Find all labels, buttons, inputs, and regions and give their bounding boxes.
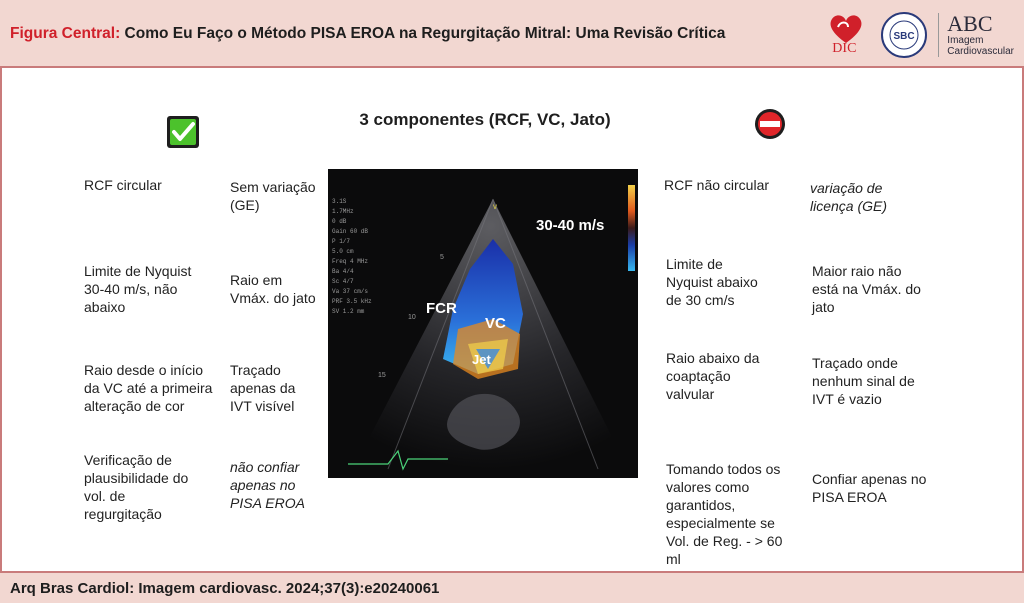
- left-row2-b: Raio em Vmáx. do jato: [230, 272, 316, 306]
- left-row1-b: Sem variação (GE): [230, 179, 316, 213]
- right-row3-b: Traçado onde nenhum sinal de IVT é vazio: [812, 355, 915, 407]
- abc-logo-sub2: Cardiovascular: [947, 46, 1014, 57]
- depth-mark-10: 10: [408, 314, 416, 321]
- echo-param: SV 1.2 mm: [332, 308, 365, 315]
- echo-param: Va 37 cm/s: [332, 288, 369, 295]
- sbc-logo: [880, 11, 928, 59]
- left-row3-b: Traçado apenas da IVT visível: [230, 362, 296, 414]
- abc-logo-main: ABC: [947, 11, 993, 36]
- color-velocity-scale: [628, 185, 635, 271]
- echo-param: Ba 4/4: [332, 268, 354, 275]
- citation: Arq Bras Cardiol: Imagem cardiovasc. 2024;37(3):e20240061: [10, 580, 440, 597]
- figure-title-text: Como Eu Faço o Método PISA EROA na Regurgitação Mitral: Uma Revisão Crítica: [120, 25, 726, 42]
- abc-logo: [938, 13, 1014, 57]
- center-title: 3 componentes (RCF, VC, Jato): [359, 110, 611, 129]
- echo-param: P 1/7: [332, 238, 351, 245]
- right-row1-a: RCF não circular: [664, 177, 770, 193]
- echo-param: 5.0 cm: [332, 248, 354, 255]
- left-row1-a: RCF circular: [84, 177, 162, 193]
- dic-logo: [826, 11, 870, 59]
- vc-label: VC: [485, 315, 506, 332]
- depth-mark-5: 5: [440, 254, 444, 261]
- right-row4-b: Confiar apenas no PISA EROA: [812, 471, 927, 505]
- jet-label: Jet: [472, 352, 491, 367]
- header-bar: [0, 0, 1024, 68]
- echo-param: 0 dB: [332, 218, 347, 225]
- left-row2-a: Limite de Nyquist 30-40 m/s, não abaixo: [84, 263, 192, 315]
- check-icon: [166, 115, 200, 149]
- echo-parameters: [332, 197, 372, 317]
- echo-param: Sc 4/7: [332, 278, 354, 285]
- echo-param: 1.7MHz: [332, 208, 354, 215]
- no-entry-icon: [754, 108, 786, 140]
- right-row2-a: Limite de Nyquist abaixo de 30 cm/s: [666, 256, 758, 308]
- figure-label: Figura Central:: [10, 25, 121, 42]
- echo-param: 3.1S: [332, 198, 347, 205]
- right-row4-a: Tomando todos os valores como garantidos, especialmente se Vol. de Reg. - > 60 ml: [666, 461, 783, 567]
- footer-bar: [0, 571, 1024, 603]
- left-row4-b: não confiar apenas no PISA EROA: [230, 459, 305, 511]
- left-row4-a: Verificação de plausibilidade do vol. de regurgitação: [84, 452, 189, 522]
- echo-param: PRF 3.5 kHz: [332, 298, 372, 305]
- figure-title: [10, 25, 725, 43]
- echo-param: Freq 4 MHz: [332, 258, 369, 265]
- fcr-label: FCR: [426, 300, 457, 317]
- left-row3-a: Raio desde o início da VC até a primeira alteração de cor: [84, 362, 213, 414]
- right-row1-b: variação de licença (GE): [810, 180, 888, 214]
- dic-logo-text: DIC: [832, 41, 857, 56]
- echo-param: Gain 60 dB: [332, 228, 369, 235]
- right-row2-b: Maior raio não está na Vmáx. do jato: [812, 263, 921, 315]
- right-row3-a: Raio abaixo da coaptação valvular: [666, 350, 760, 402]
- abc-logo-sub1: Imagem: [947, 35, 984, 46]
- logos: [826, 10, 1014, 60]
- sbc-logo-text: SBC: [893, 31, 915, 42]
- nyquist-speed-label: 30-40 m/s: [536, 217, 605, 234]
- depth-mark-15: 15: [378, 372, 386, 379]
- echocardiogram-image: [328, 169, 638, 478]
- svg-text:v: v: [493, 202, 497, 211]
